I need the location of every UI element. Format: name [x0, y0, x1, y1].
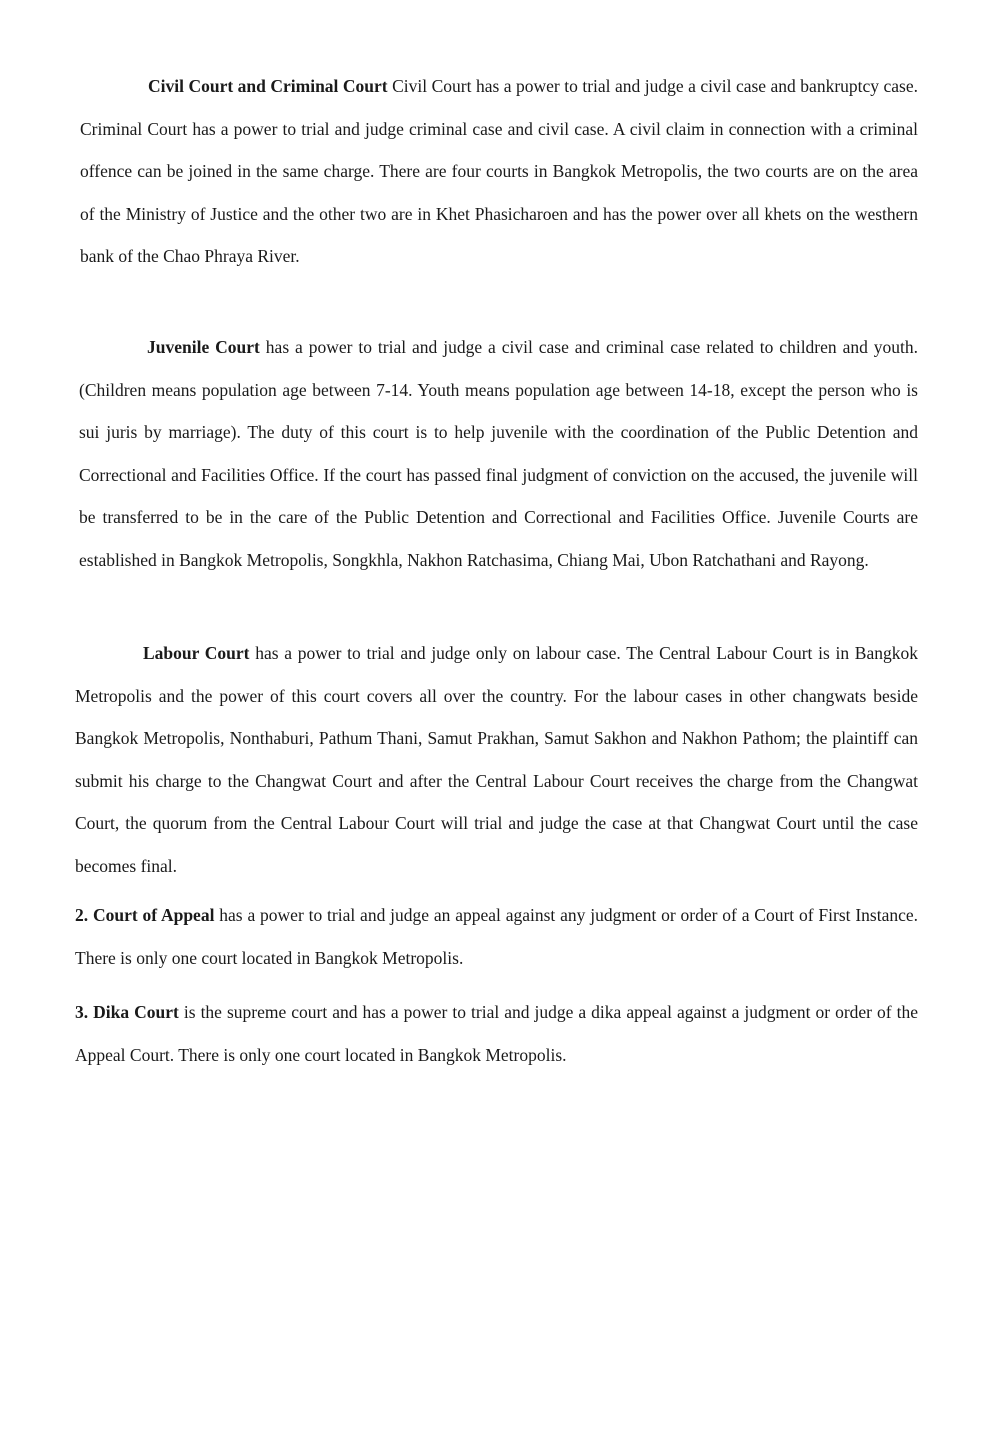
paragraph-body: has a power to trial and judge an appeal against any judgment or order of a Court of First Instance. There is only one court located in Bangkok Metropolis. — [75, 905, 919, 968]
paragraph-heading: Dika Court — [93, 1002, 179, 1022]
paragraph-heading: Juvenile Court — [147, 337, 260, 357]
paragraph-dika-court — [75, 991, 918, 1076]
paragraph-court-of-appeal — [75, 894, 918, 979]
paragraph-heading: Labour Court — [143, 643, 250, 663]
paragraph-heading: Civil Court and Criminal Court — [148, 76, 388, 96]
paragraph-labour-court — [75, 632, 918, 887]
paragraph-juvenile-court — [79, 326, 918, 581]
paragraph-body: is the supreme court and has a power to trial and judge a dika appeal against a judgment or order of the Appeal Court. There is only one court located in Bangkok Metropolis. — [75, 1002, 918, 1065]
paragraph-number: 2. — [75, 905, 93, 925]
paragraph-body: Civil Court has a power to trial and judge a civil case and bankruptcy case. Criminal Court has a power to trial and judge criminal case and civil case. A civil claim in connection with a criminal offence can be joined in the same charge. There are four courts in Bangkok Metropolis, the two courts are on the area of the Ministry of Justice and the other two are in Khet Phasicharoen and has the power over all khets on the westhern bank of the Chao Phraya River. — [80, 76, 918, 266]
paragraph-civil-criminal-court — [80, 65, 918, 278]
paragraph-heading: Court of Appeal — [92, 905, 215, 925]
paragraph-body: has a power to trial and judge only on labour case. The Central Labour Court is in Bangkok Metropolis and the power of this court covers all over the country. For the labour cases in other changwats beside Bangkok Metropolis, Nonthaburi, Pathum Thani, Samut Prakhan, Samut Sakhon and Nakhon Pathom; the plaintiff can submit his charge to the Changwat Court and after the Central Labour Court receives the charge from the Changwat Court, the quorum from the Central Labour Court will trial and judge the case at that Changwat Court until the case becomes final. — [75, 643, 918, 876]
paragraph-body: has a power to trial and judge a civil case and criminal case related to children and youth. (Children means population age between 7-14. Youth means population age between 14-18, except the person who is sui juris by marriage). The duty of this court is to help juvenile with the coordination of the Public Detention and Correctional and Facilities Office. If the court has passed final judgment of conviction on the accused, the juvenile will be transferred to be in the care of the Public Detention and Correctional and Facilities Office. Juvenile Courts are established in Bangkok Metropolis, Songkhla, Nakhon Ratchasima, Chiang Mai, Ubon Ratchathani and Rayong. — [79, 337, 918, 570]
paragraph-number: 3. — [75, 1002, 94, 1022]
